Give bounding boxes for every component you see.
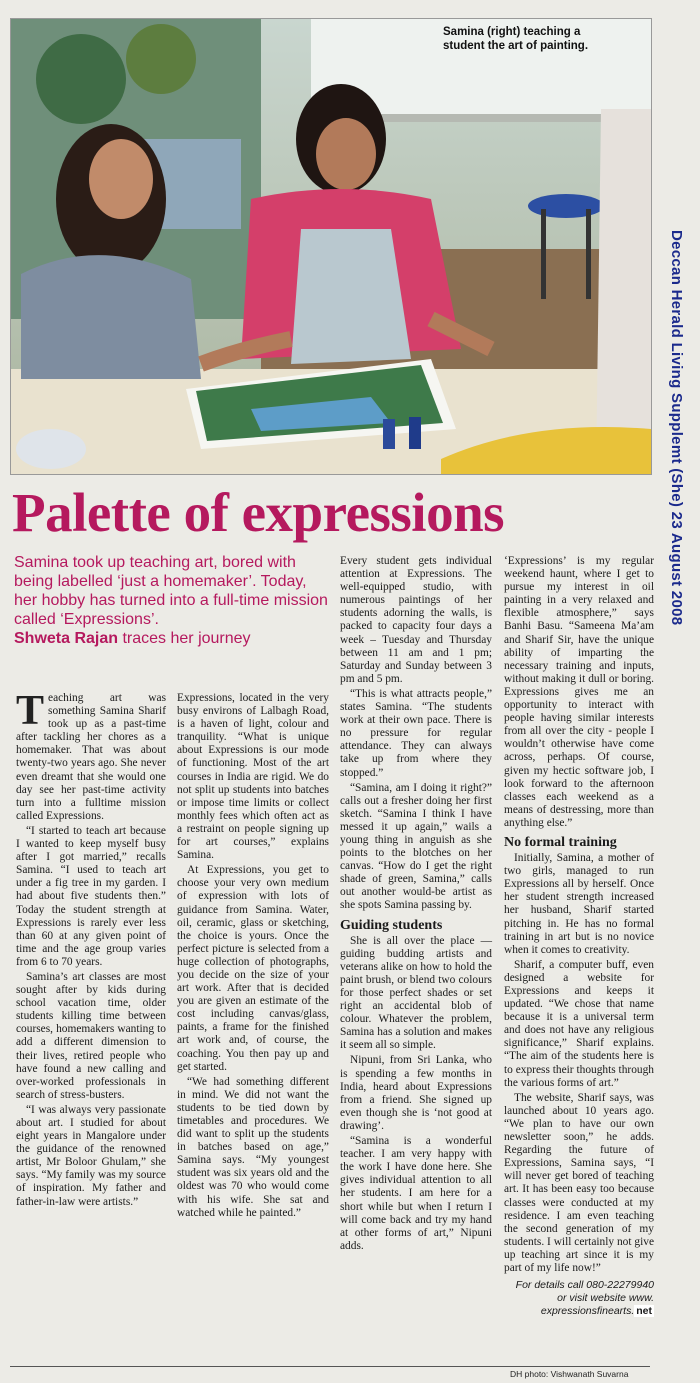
paragraph: “This is what attracts people,” states Samina. “The students work at their own pace. There is no pressure for regular attendance. They can always take up from where they stopped.” <box>340 687 492 779</box>
paragraph: “We had something different in mind. We did not want the students to be tied down by timetables and procedures. We did want to split up the students in batches based on age,” Samina says. “My youngest student was six years old and the oldest was 70 who would come with his wife. She sat and watched while he painted.” <box>177 1075 329 1219</box>
byline-rest: traces her journey <box>118 630 251 647</box>
byline-name: Shweta Rajan <box>14 630 119 647</box>
paragraph: Every student gets individual attention at Expressions. The well-equipped studio, with numerous paintings of her students adorning the walls, is packed to capacity four days a week – Tuesday and Thursday between 11 am and 1 pm; Saturday and Sunday between 3 pm and 5 pm. <box>340 555 492 685</box>
standfirst-text: Samina took up teaching art, bored with being labelled ‘just a homemaker’. Today, her hobby has turned into a full-time mission called ‘Expressions’. <box>14 554 328 628</box>
subheading-no-formal-training: No formal training <box>504 834 617 850</box>
source-note-text: Deccan Herald Living Supplemt (She) 23 August 2008 <box>668 230 685 626</box>
paragraph: Expressions, located in the very busy environs of Lalbagh Road, is a haven of light, colour and tranquility. “What is unique about Expressions is our mode of functioning. Most of the art courses in India are rigid. We do not split up students into batches or impose time limits or collect monthly fees which often act as a restraint on people signing up for art courses,” explains Samina. <box>177 692 329 862</box>
article-column-4 <box>504 555 654 1318</box>
article-photo <box>10 18 652 475</box>
headline: Palette of expressions <box>12 482 505 543</box>
photo-caption: Samina (right) teaching a student the art of painting. <box>443 26 589 52</box>
paragraph: The website, Sharif says, was launched about 10 years ago. “We plan to have our own newsletter soon,” he adds. Regarding the future of Expressions, Samina says, “I will never get bored of teaching art. It has been easy too because classes were conducted at my residence. I am even teaching the second generation of my students. I will certainly not give up teaching art since it is my part of my life now!” <box>504 1091 654 1274</box>
painting-class-illustration <box>11 19 651 474</box>
drop-cap: T <box>16 688 45 734</box>
source-note <box>655 230 695 650</box>
paragraph: At Expressions, you get to choose your very own medium of expression with lots of guidance from Samina. Water, oil, ceramic, glass or sketching, the choice is yours. Once the perfect picture is selected from a huge collection of photographs, you decide on the size of your art work. After that is decided you are given an estimate of the cost including canvas/glass, paints, a frame for the finished art work and, of course, the coaching. You then pay up and get started. <box>177 864 329 1073</box>
paragraph: ‘Expressions’ is my regular weekend haunt, where I get to pursue my interest in oil painting in a very relaxed and flexible atmosphere,” says Banhi Basu. “Sameena Ma’am and Sharif Sir, have the unique ability of imparting the necessary training and inputs, without making it dull or boring. Expressions gives me an opportunity to interact with people having similar interests from all over the city - people I wouldn’t otherwise have come across, perhaps. Of course, given my hectic software job, I look forward to the afternoon classes each weekend as a means of destressing, more than anything else.” <box>504 555 654 829</box>
paragraph: Nipuni, from Sri Lanka, who is spending a few months in India, heard about Expressions from a friend. She signed up even though she is ‘not good at drawing’. <box>340 1054 492 1132</box>
paragraph: “I started to teach art because I wanted to keep myself busy after I got married,” recalls Samina. “I used to teach art under a fig tree in my garden. I had about five students then.” Today the student strength at Expressions is rarely ever less than 60 at any given point of time and the age group varies from 6 to 70 years. <box>16 824 166 968</box>
paragraph: Sharif, a computer buff, even designed a website for Expressions and keeps it updated. “We chose that name because it is a universal term and does not have any religious significance,” Sharif explains. “The aim of the students here is to express their thoughts through the various forms of art.” <box>504 958 654 1089</box>
subheading-guiding-students: Guiding students <box>340 917 443 933</box>
article-column-3 <box>340 555 492 1255</box>
paragraph: Initially, Samina, a mother of two girls, managed to run Expressions all by herself. Once her student strength increased her husband, Sharif started pitching in. He has no formal training in art but is no novice when it comes to creativity. <box>504 852 654 956</box>
contact-details: For details call 080-22279940 or visit website www. expressionsfinearts. net <box>515 1279 654 1318</box>
paragraph: She is all over the place — guiding budding artists and veterans alike on how to hold the paint brush, or blend two colours for those perfect shades or set right an accidental blob of colour. Whatever the problem, Samina has a solution and makes it seem all so simple. <box>340 934 492 1052</box>
photo-credit: DH photo: Vishwanath Suvarna <box>510 1369 629 1379</box>
paragraph: “Samina, am I doing it right?” calls out a fresher doing her first sketch. “Samina I think I have messed it up again,” wails a young thing in anguish as she points to the blotches on her canvas. “How do I get the right shade of green, Samina,” calls out another would-be artist as she spots Samina passing by. <box>340 781 492 912</box>
paragraph: Teaching art was something Samina Sharif took up as a past-time after tackling her chores as a homemaker. That was about twenty-two years ago. She never even dreamt that she would one day see her past-time activity turn into a fulltime mission called Expressions. <box>16 688 166 822</box>
bottom-rule <box>10 1366 650 1367</box>
article-column-1 <box>16 688 166 1211</box>
paragraph: “Samina is a wonderful teacher. I am very happy with the work I have done here. She gives individual attention to all her students. I am here for a short while but when I return I will come back and try my hand at other forms of art,” Nipuni adds. <box>340 1135 492 1252</box>
article-column-2 <box>177 692 329 1222</box>
standfirst <box>14 553 332 648</box>
paragraph: “I was always very passionate about art. I studied for about eight years in Mangalore under the guidance of the renowned artist, Mr Boloor Ghulam,” she says. “My family was my source of inspiration. My father and father-in-law were artists.” <box>16 1103 166 1208</box>
paragraph: Samina’s art classes are most sought after by kids during school vacation time, older students killing time between courses, homemakers wanting to add a different dimension to their lives, retired people who have found a new calling and over-worked professionals in search of stress-busters. <box>16 970 166 1101</box>
